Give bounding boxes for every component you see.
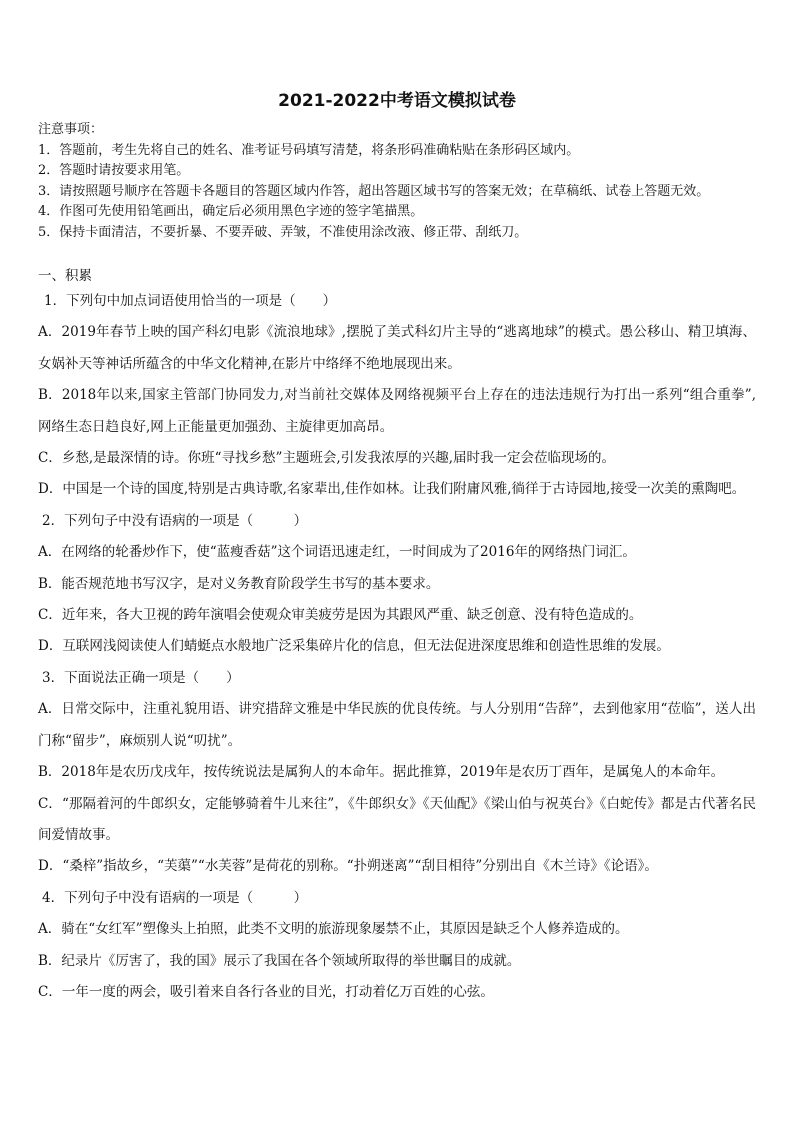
note-item: 2．答题时请按要求用笔。	[38, 163, 190, 179]
question-option: B．2018年以来,国家主管部门协同发力,对当前社交媒体及网络视频平台上存在的违法违规行为打出一系列“组合重拳”,网络生态日趋良好,网上正能量更加强劲、主旋律更加高昂。	[38, 387, 756, 435]
question-option: C．一年一度的两会，吸引着来自各行各业的目光，打动着亿万百姓的心弦。	[38, 983, 494, 1000]
question-option: C．“那隔着河的牛郎织女，定能够骑着牛儿来往”，《牛郎织女》《天仙配》《梁山伯与祝英台》《白蛇传》都是古代著名民间爱情故事。	[38, 795, 756, 843]
page-title: 2021-2022中考语文模拟试卷	[278, 91, 516, 111]
question-option: B．能否规范地书写汉字，是对义务教育阶段学生书写的基本要求。	[38, 575, 440, 592]
question-option: C．近年来，各大卫视的跨年演唱会使观众审美疲劳是因为其跟风严重、缺乏创意、没有特色造成的。	[38, 607, 643, 624]
notes-heading: 注意事项：	[38, 122, 104, 137]
question-stem: 4．下列句子中没有语病的一项是（ ）	[42, 889, 308, 906]
note-item: 4．作图可先使用铅笔画出，确定后必须用黑色字迹的签字笔描黑。	[38, 204, 424, 220]
notes-block	[38, 120, 756, 244]
question-option: D．互联网浅阅读使人们蜻蜓点水般地广泛采集碎片化的信息，但无法促进深度思维和创造性思维的发展。	[38, 638, 670, 655]
question-option: D．中国是一个诗的国度,特别是古典诗歌,名家辈出,佳作如林。让我们附庸风雅,徜徉于古诗园地,接受一次美的熏陶吧。	[38, 481, 746, 498]
section-heading: 一、积累	[38, 268, 92, 284]
question-option: A．2019年春节上映的国产科幻电影《流浪地球》,摆脱了美式科幻片主导的“逃离地球”的模式。愚公移山、精卫填海、女娲补天等神话所蕴含的中华文化精神,在影片中络绎不绝地展现出来。	[38, 324, 756, 372]
question-option: D．“桑梓”指故乡，“芙蕖”“水芙蓉”是荷花的别称。“扑朔迷离”“刮目相待”分别出自《木兰诗》《论语》。	[38, 858, 658, 875]
questions-block	[38, 286, 756, 1008]
question-option: C．乡愁,是最深情的诗。你班“寻找乡愁”主题班会,引发我浓厚的兴趣,届时我一定会莅临现场的。	[38, 450, 616, 467]
note-item: 5．保持卡面清洁，不要折暴、不要弄破、弄皱，不准使用涂改液、修正带、刮纸刀。	[38, 224, 528, 240]
question-option: A．日常交际中，注重礼貌用语、讲究措辞文雅是中华民族的优良传统。与人分别用“告辞”，去到他家用“莅临”，送人出门称“留步”，麻烦别人说“叨扰”。	[38, 701, 756, 749]
note-item: 1．答题前，考生先将自己的姓名、准考证号码填写清楚，将条形码准确粘贴在条形码区域内。	[38, 142, 580, 158]
question-stem: 3．下面说法正确一项是（ ）	[42, 669, 240, 686]
note-item: 3．请按照题号顺序在答题卡各题目的答题区域内作答，超出答题区域书写的答案无效；在草稿纸、试卷上答题无效。	[38, 183, 710, 199]
question-stem: 1．下列句中加点词语使用恰当的一项是（ ）	[44, 293, 337, 309]
question-option: B．纪录片《厉害了，我的国》展示了我国在各个领域所取得的举世瞩目的成就。	[38, 952, 521, 969]
question-option: B．2018年是农历戊戌年，按传统说法是属狗人的本命年。据此推算，2019年是农历丁酉年，是属兔人的本命年。	[38, 764, 725, 781]
question-option: A．在网络的轮番炒作下，使“蓝瘦香菇”这个词语迅速走红，一时间成为了2016年的网络热门词汇。	[38, 544, 636, 561]
question-option: A．骑在“女红军”塑像头上拍照，此类不文明的旅游现象屡禁不止，其原因是缺乏个人修养造成的。	[38, 921, 629, 938]
question-stem: 2．下列句子中没有语病的一项是（ ）	[42, 512, 308, 529]
